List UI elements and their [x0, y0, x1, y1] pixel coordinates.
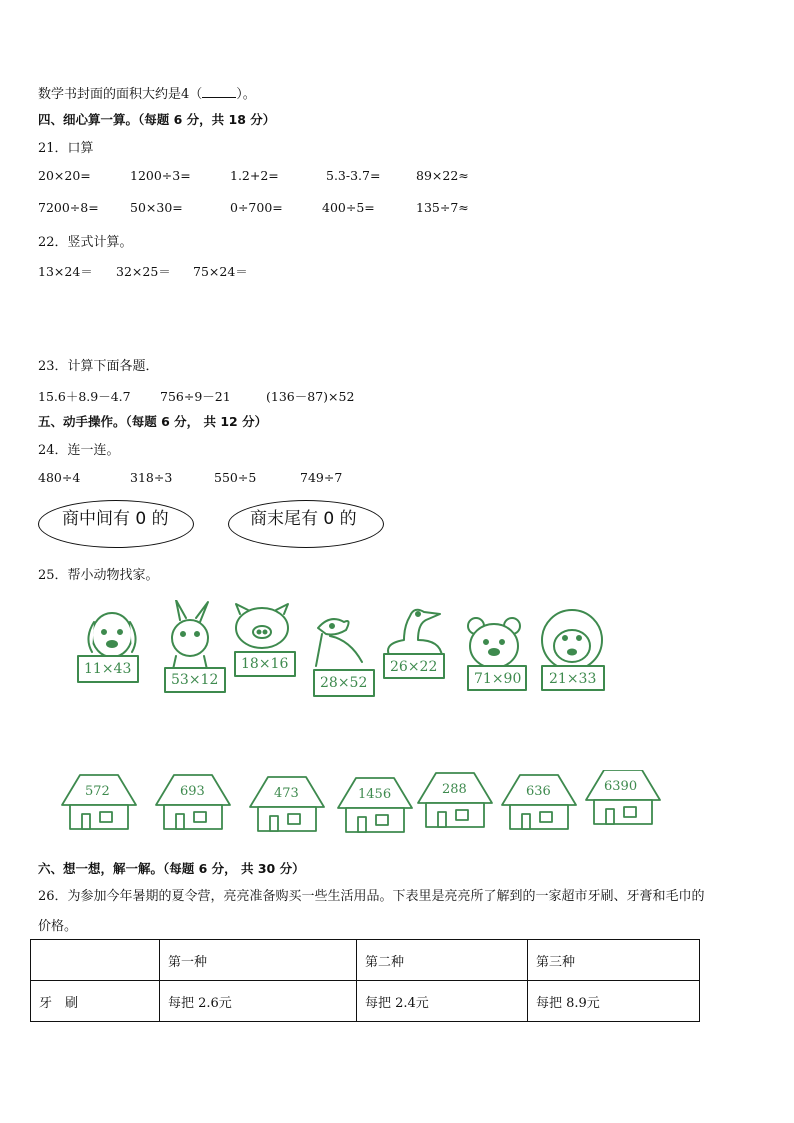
answer-blank[interactable]	[202, 97, 236, 98]
bear-icon	[468, 618, 520, 668]
price-table	[30, 939, 700, 1022]
calc-item: 15.6＋8.9－4.7	[38, 389, 131, 404]
table-header-row	[31, 940, 700, 981]
calc-item: (136－87)×52	[266, 389, 355, 404]
calc-item: 756÷9－21	[160, 389, 231, 404]
oral-calc-item: 1200÷3=	[130, 168, 191, 183]
house-label: 1456	[358, 787, 392, 802]
table-cell: 每把 2.6元	[160, 981, 357, 1022]
goat-label: 28×52	[320, 675, 368, 691]
pig-label: 18×16	[241, 656, 289, 672]
oval-end-zero-label: 商末尾有 0 的	[250, 509, 357, 529]
monkey-label: 21×33	[549, 671, 597, 687]
section-6-heading: 六、想一想，解一解。（每题 6 分， 共 30 分）	[38, 861, 305, 876]
vertical-calc-item: 32×25＝	[116, 264, 171, 279]
house-label: 636	[526, 784, 551, 799]
bear-label: 71×90	[474, 671, 522, 687]
oral-calc-item: 135÷7≈	[416, 200, 469, 215]
table-cell: 牙 刷	[31, 981, 160, 1022]
vertical-calc-item: 75×24＝	[193, 264, 248, 279]
table-header-cell: 第二种	[357, 940, 528, 981]
section-5-heading: 五、动手操作。（每题 6 分， 共 12 分）	[38, 414, 268, 429]
question-24-title: 24．连一连。	[38, 443, 120, 458]
house-label: 693	[180, 784, 205, 799]
table-header-cell	[31, 940, 160, 981]
monkey-icon	[542, 610, 602, 670]
oral-calc-item: 89×22≈	[416, 168, 469, 183]
rabbit-icon	[172, 600, 208, 674]
dog-icon	[88, 613, 135, 657]
oral-calc-item: 20×20=	[38, 168, 91, 183]
vertical-calc-item: 13×24＝	[38, 264, 93, 279]
connect-item[interactable]: 480÷4	[38, 470, 81, 485]
question-area-text	[38, 83, 256, 102]
dog-label: 11×43	[84, 661, 132, 677]
question-25-title: 25．帮小动物找家。	[38, 568, 159, 583]
rabbit-label: 53×12	[171, 672, 219, 688]
houses-illustration	[0, 770, 794, 840]
oral-calc-item: 5.3-3.7=	[326, 168, 381, 183]
pig-icon	[236, 604, 288, 648]
oral-calc-item: 400÷5=	[322, 200, 375, 215]
goat-icon	[316, 619, 362, 666]
table-row	[31, 981, 700, 1022]
question-23-title: 23．计算下面各题．	[38, 359, 159, 374]
question-26-text: 26．为参加今年暑期的夏令营，亮亮准备购买一些生活用品。下表里是亮亮所了解到的一家超市牙刷、牙膏和毛巾的	[38, 889, 705, 904]
house-label: 572	[85, 784, 110, 799]
question-21-title: 21．口算	[38, 141, 94, 156]
duck-icon	[388, 610, 442, 660]
area-question-end: ）。	[236, 87, 256, 102]
question-22-title: 22．竖式计算。	[38, 235, 133, 250]
table-cell: 每把 8.9元	[528, 981, 700, 1022]
house-label: 288	[442, 782, 467, 797]
oral-calc-item: 0÷700=	[230, 200, 283, 215]
duck-label: 26×22	[390, 659, 438, 675]
oral-calc-item: 50×30=	[130, 200, 183, 215]
connect-item[interactable]: 318÷3	[130, 470, 173, 485]
table-cell: 每把 2.4元	[357, 981, 528, 1022]
question-26-text-cont: 价格。	[38, 919, 78, 934]
connect-item[interactable]: 550÷5	[214, 470, 257, 485]
table-header-cell: 第一种	[160, 940, 357, 981]
house-label: 6390	[604, 779, 638, 794]
oval-middle-zero-label: 商中间有 0 的	[62, 509, 169, 529]
connect-item[interactable]: 749÷7	[300, 470, 343, 485]
oral-calc-item: 1.2+2=	[230, 168, 279, 183]
area-question-text: 数学书封面的面积大约是4（	[38, 87, 203, 102]
oral-calc-item: 7200÷8=	[38, 200, 99, 215]
section-4-heading: 四、细心算一算。（每题 6 分，共 18 分）	[38, 112, 276, 127]
table-header-cell: 第三种	[528, 940, 700, 981]
house-label: 473	[274, 786, 299, 801]
